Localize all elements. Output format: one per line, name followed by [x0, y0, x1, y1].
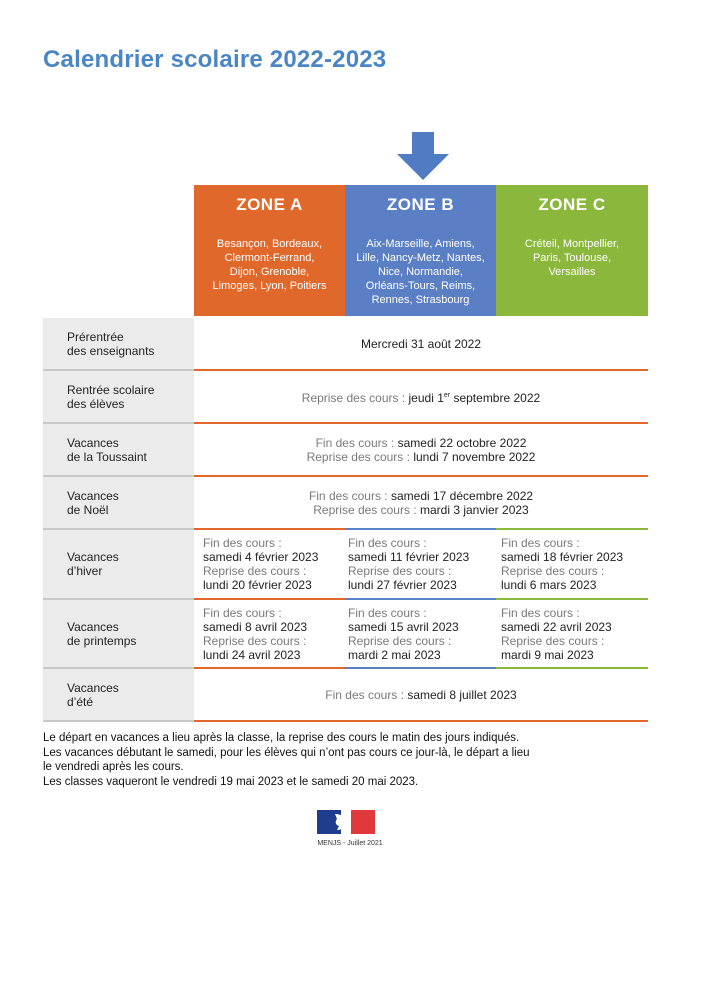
row-body-ete: Fin des cours : samedi 8 juillet 2023: [325, 687, 517, 702]
hiver-zone-a: Fin des cours : samedi 4 février 2023 Reprise des cours : lundi 20 février 2023: [203, 536, 319, 592]
zone-c-cities: Créteil, Montpellier, Paris, Toulouse, Versailles: [496, 225, 648, 316]
footer-credit: MENJS - Juillet 2021: [317, 840, 383, 847]
printemps-zone-a: Fin des cours : samedi 8 avril 2023 Reprise des cours : lundi 24 avril 2023: [203, 606, 308, 662]
notes: Le départ en vacances a lieu après la classe, la reprise des cours le matin des jours indiqués. Les vacances débutant le samedi, pour les élèves qui n’ont pas cours ce jour-là, le départ a lieu le vendredi après les cours. Les classes vaqueront le vendredi 19 mai 2023 et le samedi 20 mai 2023.: [43, 732, 530, 788]
row-body-noel: Fin des cours : samedi 17 décembre 2022 Reprise des cours : mardi 3 janvier 2023: [308, 488, 534, 517]
row-body-toussaint: Fin des cours : samedi 22 octobre 2022 Reprise des cours : lundi 7 novembre 2022: [306, 435, 536, 464]
hiver-zone-b: Fin des cours : samedi 11 février 2023 Reprise des cours : lundi 27 février 2023: [348, 536, 470, 592]
zone-c-header: ZONE C: [496, 185, 648, 225]
row-body-prerentree: Mercredi 31 août 2022: [360, 336, 482, 351]
zone-a-cities: Besançon, Bordeaux, Clermont-Ferrand, Dijon, Grenoble, Limoges, Lyon, Poitiers: [194, 225, 345, 316]
page-title: Calendrier scolaire 2022-2023: [43, 46, 387, 73]
row-body-rentree: Reprise des cours : jeudi 1er septembre 2022: [301, 390, 541, 405]
row-label-noel: Vacances de Noël: [43, 477, 194, 528]
row-separator: [43, 720, 648, 722]
row-label-prerentree: Prérentrée des enseignants: [43, 318, 194, 369]
arrow-down-icon: [397, 132, 449, 180]
zone-b-header: ZONE B: [345, 185, 496, 225]
row-label-toussaint: Vacances de la Toussaint: [43, 424, 194, 475]
row-label-printemps: Vacances de printemps: [43, 600, 194, 667]
row-label-hiver: Vacances d’hiver: [43, 530, 194, 598]
row-label-rentree: Rentrée scolaire des élèves: [43, 371, 194, 422]
zone-a-header: ZONE A: [194, 185, 345, 225]
zone-b-cities: Aix-Marseille, Amiens, Lille, Nancy-Metz, Nantes, Nice, Normandie, Orléans-Tours, Reims, Rennes, Strasbourg: [345, 225, 496, 316]
marianne-logo-icon: [317, 810, 375, 834]
hiver-zone-c: Fin des cours : samedi 18 février 2023 Reprise des cours : lundi 6 mars 2023: [501, 536, 624, 592]
printemps-zone-c: Fin des cours : samedi 22 avril 2023 Reprise des cours : mardi 9 mai 2023: [501, 606, 612, 662]
row-label-ete: Vacances d’été: [43, 669, 194, 720]
printemps-zone-b: Fin des cours : samedi 15 avril 2023 Reprise des cours : mardi 2 mai 2023: [348, 606, 459, 662]
